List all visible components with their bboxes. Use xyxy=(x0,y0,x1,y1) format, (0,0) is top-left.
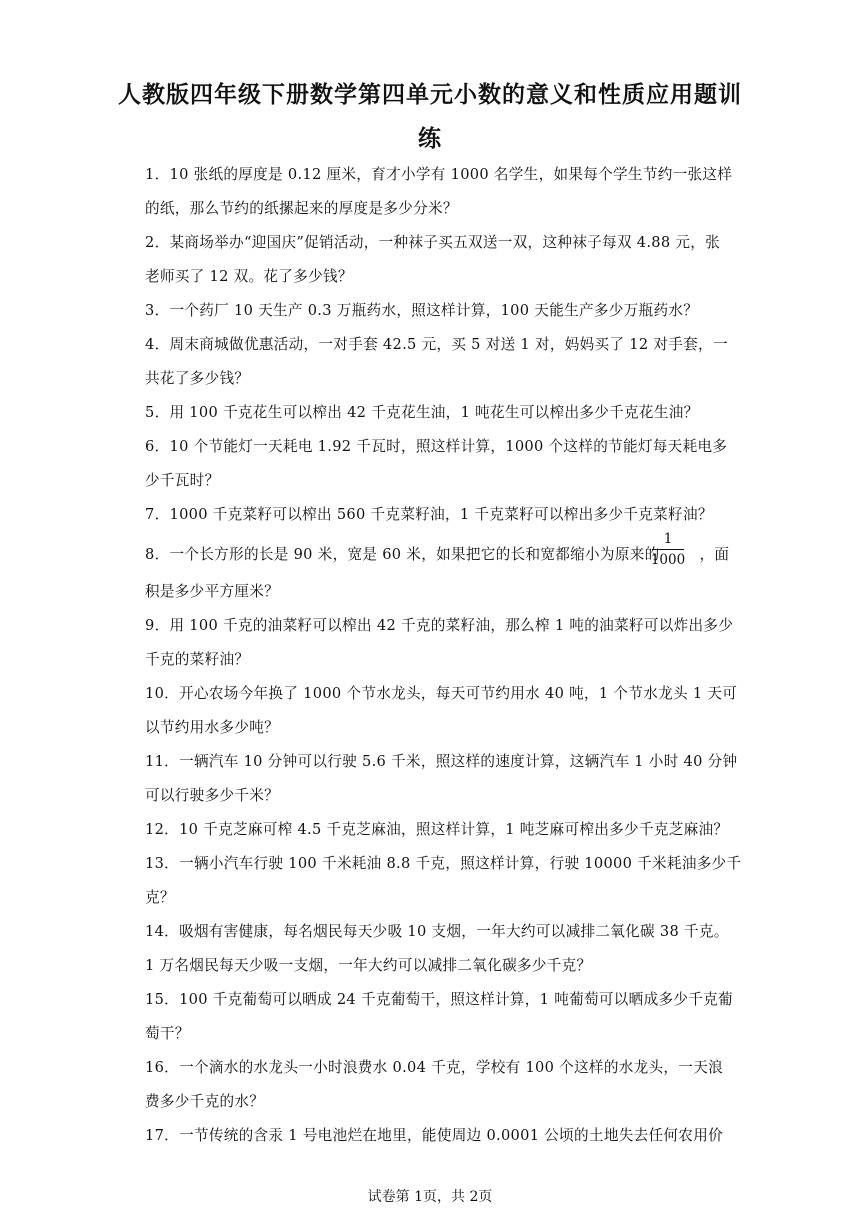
question-8-line xyxy=(145,543,730,564)
text-line: 1 万名烟民每天少吸一支烟，一年大约可以减排二氧化碳多少千克？ xyxy=(145,957,592,974)
text-line: 可以行驶多少千米？ xyxy=(145,787,280,804)
text-line: 13．一辆小汽车行驶 100 千米耗油 8.8 千克，照这样计算，行驶 10000 千米耗油多少千 xyxy=(145,855,742,872)
fraction-denominator: 1000 xyxy=(650,552,686,568)
text-line: 1．10 张纸的厚度是 0.12 厘米，育才小学有 1000 名学生，如果每个学生节约一张这样 xyxy=(145,166,733,183)
question-8-tail: ，面 xyxy=(699,546,730,563)
text-line: 5．用 100 千克花生可以榨出 42 千克花生油，1 吨花生可以榨出多少千克花生油？ xyxy=(145,404,699,421)
text-line: 2．某商场举办“迎国庆”促销活动，一种袜子买五双送一双，这种袜子每双 4.88 元，张 xyxy=(145,234,721,251)
text-line: 12．10 千克芝麻可榨 4.5 千克芝麻油，照这样计算，1 吨芝麻可榨出多少千克芝麻油？ xyxy=(145,821,729,838)
text-line: 11．一辆汽车 10 分钟可以行驶 5.6 千米，照这样的速度计算，这辆汽车 1 小时 40 分钟 xyxy=(145,753,738,770)
text-line: 的纸，那么节约的纸摞起来的厚度是多少分米？ xyxy=(145,200,458,217)
title-line-1: 人教版四年级下册数学第四单元小数的意义和性质应用题训 xyxy=(118,81,742,108)
fraction-numerator: 1 xyxy=(663,531,673,547)
text-line: 积是多少平方厘米？ xyxy=(145,583,280,600)
fraction-bar xyxy=(652,549,684,550)
text-line: 萄干？ xyxy=(145,1025,190,1042)
text-line: 15．100 千克葡萄可以晒成 24 千克葡萄干，照这样计算，1 吨葡萄可以晒成多少千克葡 xyxy=(145,991,733,1008)
text-line: 克？ xyxy=(145,889,175,906)
text-line: 老师买了 12 双。花了多少钱？ xyxy=(145,268,353,285)
text-line: 少千瓦时？ xyxy=(145,472,220,489)
text-line: 17．一节传统的含汞 1 号电池烂在地里，能使周边 0.0001 公顷的土地失去任何农用价 xyxy=(145,1127,723,1144)
text-line: 3．一个药厂 10 天生产 0.3 万瓶药水，照这样计算，100 天能生产多少万瓶药水？ xyxy=(145,302,699,319)
text-line: 9．用 100 千克的油菜籽可以榨出 42 千克的菜籽油，那么榨 1 吨的油菜籽可以炸出多少 xyxy=(145,617,734,634)
text-line: 10．开心农场今年换了 1000 个节水龙头，每天可节约用水 40 吨，1 个节水龙头 1 天可 xyxy=(145,685,738,702)
text-line: 4．周末商城做优惠活动，一对手套 42.5 元，买 5 对送 1 对，妈妈买了 12 对手套，一 xyxy=(145,336,728,353)
text-line: 16．一个滴水的水龙头一小时浪费水 0.04 千克，学校有 100 个这样的水龙头，一天浪 xyxy=(145,1059,723,1076)
text-line: 7．1000 千克菜籽可以榨出 560 千克菜籽油，1 千克菜籽可以榨出多少千克菜籽油？ xyxy=(145,506,713,523)
text-line: 千克的菜籽油？ xyxy=(145,651,250,668)
text-line: 以节约用水多少吨？ xyxy=(145,719,280,736)
question-8-text: 8．一个长方形的长是 90 米，宽是 60 米，如果把它的长和宽都缩小为原来的 xyxy=(145,546,660,563)
text-line: 14．吸烟有害健康，每名烟民每天少吸 10 支烟，一年大约可以减排二氧化碳 38 千克。 xyxy=(145,923,729,940)
text-line: 共花了多少钱？ xyxy=(145,370,250,387)
text-line: 6．10 个节能灯一天耗电 1.92 千瓦时，照这样计算，1000 个这样的节能灯每天耗电多 xyxy=(145,438,728,455)
title-line-2: 练 xyxy=(418,125,442,152)
fraction-1-over-1000 xyxy=(650,530,686,569)
text-line: 费多少千克的水？ xyxy=(145,1093,265,1110)
page-footer: 试卷第 1页，共 2页 xyxy=(367,1189,493,1205)
